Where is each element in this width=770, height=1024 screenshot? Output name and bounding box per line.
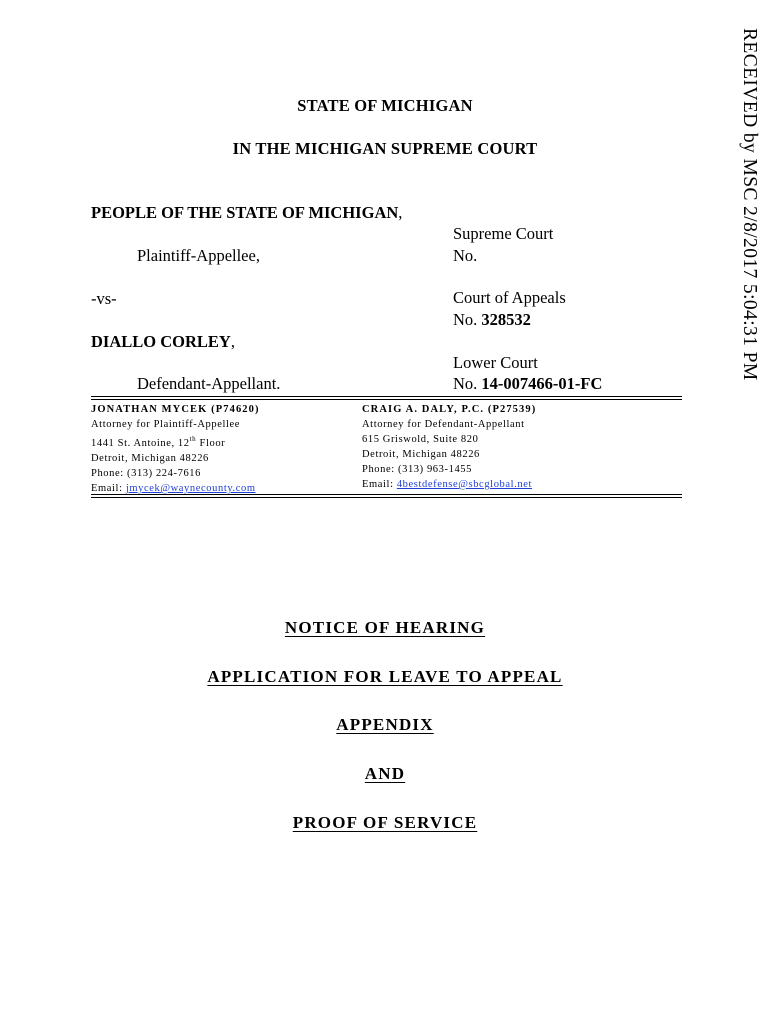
appeals-court-number: 328532 — [481, 310, 531, 329]
defendant-attorney-email-line — [362, 477, 662, 492]
title-appendix — [0, 715, 770, 735]
caption-divider-bottom-2 — [91, 497, 682, 498]
plaintiff-comma: , — [398, 203, 403, 222]
plaintiff-name-line — [91, 203, 402, 223]
defendant-attorney-role: Attorney for Defendant-Appellant — [362, 419, 525, 430]
plaintiff-attorney-block — [91, 402, 351, 496]
supreme-court-label: Supreme Court — [453, 224, 554, 243]
lower-court-label: Lower Court — [453, 353, 538, 372]
plaintiff-address-prefix: 1441 St. Antoine, 12 — [91, 438, 190, 449]
title-text-2: APPENDIX — [336, 715, 434, 734]
appeals-court-label: Court of Appeals — [453, 288, 566, 307]
defendant-role: Defendant-Appellant. — [137, 374, 281, 393]
lower-court-number-line — [453, 374, 602, 394]
plaintiff-attorney-phone: Phone: (313) 224-7616 — [91, 468, 202, 479]
title-text-0: NOTICE OF HEARING — [284, 618, 486, 637]
title-proof-of-service — [0, 813, 770, 833]
plaintiff-attorney-address — [91, 432, 351, 451]
plaintiff-attorney-role: Attorney for Plaintiff-Appellee — [91, 419, 241, 430]
plaintiff-attorney-name: JONATHAN MYCEK (P74620) — [91, 404, 260, 415]
state-heading: STATE OF MICHIGAN — [297, 96, 473, 115]
title-and — [0, 764, 770, 784]
plaintiff-address-suffix: Floor — [196, 438, 226, 449]
title-text-1: APPLICATION FOR LEAVE TO APPEAL — [207, 667, 563, 686]
defendant-attorney-city: Detroit, Michigan 48226 — [362, 449, 480, 460]
defendant-attorney-address: 615 Griswold, Suite 820 — [362, 434, 479, 445]
defendant-comma: , — [230, 332, 235, 351]
plaintiff-email-label: Email: — [91, 483, 126, 494]
appeals-court-number-line — [453, 310, 531, 330]
supreme-court-number: No. — [453, 246, 478, 265]
lower-court-number: 14-007466-01-FC — [481, 374, 603, 393]
plaintiff-email-link[interactable]: jmycek@waynecounty.com — [125, 483, 256, 494]
defendant-email-label: Email: — [362, 479, 397, 490]
title-text-3: AND — [364, 764, 406, 783]
title-text-4: PROOF OF SERVICE — [292, 813, 478, 832]
title-application — [0, 667, 770, 687]
plaintiff-role: Plaintiff-Appellee, — [137, 246, 260, 265]
received-stamp: RECEIVED by MSC 2/8/2017 5:04:31 PM — [739, 28, 760, 381]
versus: -vs- — [91, 289, 117, 308]
defendant-name: DIALLO CORLEY — [91, 332, 231, 351]
defendant-email-link[interactable]: 4bestdefense@sbcglobal.net — [396, 479, 533, 490]
caption-divider-top-2 — [91, 399, 682, 400]
plaintiff-attorney-email-line — [91, 481, 351, 496]
title-notice-of-hearing — [0, 618, 770, 638]
caption-divider-top-1 — [91, 396, 682, 397]
defendant-name-line — [91, 332, 235, 352]
court-heading: IN THE MICHIGAN SUPREME COURT — [232, 139, 538, 158]
appeals-no-prefix: No. — [453, 310, 478, 329]
defendant-attorney-phone: Phone: (313) 963-1455 — [362, 464, 473, 475]
defendant-attorney-block — [362, 402, 662, 492]
lower-no-prefix: No. — [453, 374, 478, 393]
plaintiff-attorney-city: Detroit, Michigan 48226 — [91, 453, 209, 464]
plaintiff-address-sup: th — [189, 435, 197, 443]
defendant-attorney-name: CRAIG A. DALY, P.C. (P27539) — [362, 404, 537, 415]
plaintiff-name: PEOPLE OF THE STATE OF MICHIGAN — [91, 203, 399, 222]
